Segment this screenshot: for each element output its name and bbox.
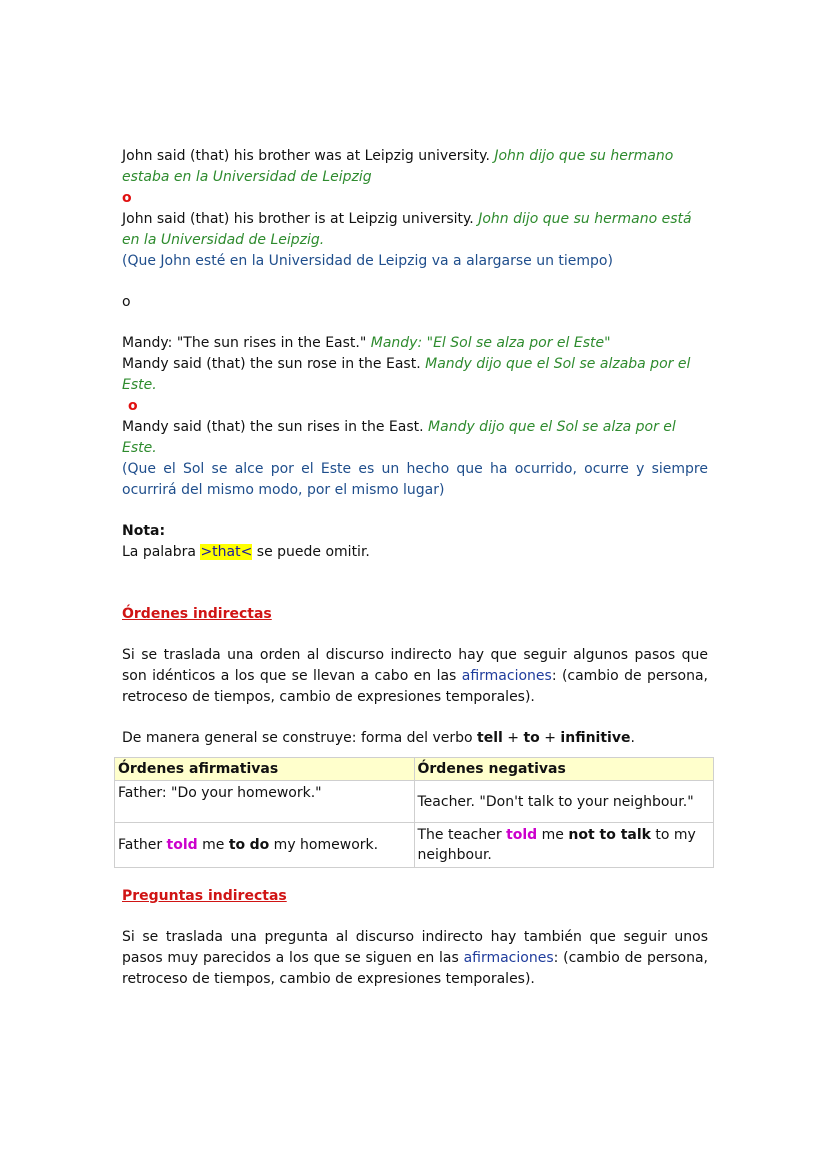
- header-afirmativas: Órdenes afirmativas: [115, 758, 415, 781]
- cell-indirect-affirmative: Father told me to do my homework.: [115, 823, 415, 868]
- keyword-afirmaciones: afirmaciones: [461, 668, 552, 684]
- spanish-translation: John dijo que su hermano estaba en la Universidad de Leipzig: [122, 148, 674, 185]
- english-sentence: Mandy: "The sun rises in the East.": [122, 335, 367, 351]
- table-row: [115, 781, 714, 823]
- header-negativas: Órdenes negativas: [414, 758, 714, 781]
- section-title-preguntas: Preguntas indirectas: [122, 888, 287, 904]
- explanation-note: (Que el Sol se alce por el Este es un hecho que ha ocurrido, ocurre y siempre ocurrirá del mismo modo, por el mismo lugar): [122, 461, 708, 498]
- explanation-note: (Que John esté en la Universidad de Leipzig va a alargarse un tiempo): [122, 253, 613, 269]
- cell-direct-negative: Teacher. "Don't talk to your neighbour.": [414, 781, 714, 823]
- ordenes-intro: Si se traslada una orden al discurso indirecto hay que seguir algunos pasos que son idénticos a los que se llevan a cabo en las afirmaciones: (cambio de persona, retroceso de tiempos, cambio de expresiones temporales).: [122, 647, 708, 705]
- spanish-translation: Mandy dijo que el Sol se alza por el Este.: [122, 419, 676, 456]
- paragraph-john-present: [122, 209, 708, 251]
- table-header-row: [115, 758, 714, 781]
- english-sentence: John said (that) his brother is at Leipzig university.: [122, 211, 474, 227]
- section-title-ordenes: Órdenes indirectas: [122, 606, 272, 622]
- mandy-quote: [122, 333, 708, 354]
- cell-indirect-negative: The teacher told me not to talk to my neighbour.: [414, 823, 714, 868]
- english-sentence: Mandy said (that) the sun rose in the East.: [122, 356, 421, 372]
- paragraph-john-past: [122, 146, 708, 188]
- ordenes-rule: De manera general se construye: forma del verbo tell + to + infinitive.: [122, 730, 635, 746]
- mandy-past: [122, 354, 708, 396]
- preguntas-intro: Si se traslada una pregunta al discurso indirecto hay también que seguir unos pasos muy parecidos a los que se siguen en las afirmaciones: (cambio de persona, retroceso de tiempos, cambio de expresiones temporales).: [122, 929, 708, 987]
- spanish-translation: Mandy: "El Sol se alza por el Este": [370, 335, 611, 351]
- orders-table: [114, 757, 714, 868]
- keyword-afirmaciones: afirmaciones: [463, 950, 554, 966]
- or-plain-marker: o: [122, 294, 131, 310]
- nota-text: La palabra >that< se puede omitir.: [122, 544, 370, 560]
- cell-direct-affirmative: Father: "Do your homework.": [115, 781, 415, 823]
- document-page: [118, 146, 708, 990]
- or-marker: o: [122, 190, 132, 206]
- nota-title: Nota:: [122, 523, 166, 539]
- highlighted-word: >that<: [200, 544, 253, 560]
- english-sentence: Mandy said (that) the sun rises in the East.: [122, 419, 424, 435]
- mandy-present: [122, 417, 708, 459]
- spanish-translation: Mandy dijo que el Sol se alzaba por el Este.: [122, 356, 691, 393]
- table-row: [115, 823, 714, 868]
- or-marker: o: [128, 398, 138, 414]
- spanish-translation: John dijo que su hermano está en la Universidad de Leipzig.: [122, 211, 692, 248]
- english-sentence: John said (that) his brother was at Leipzig university.: [122, 148, 490, 164]
